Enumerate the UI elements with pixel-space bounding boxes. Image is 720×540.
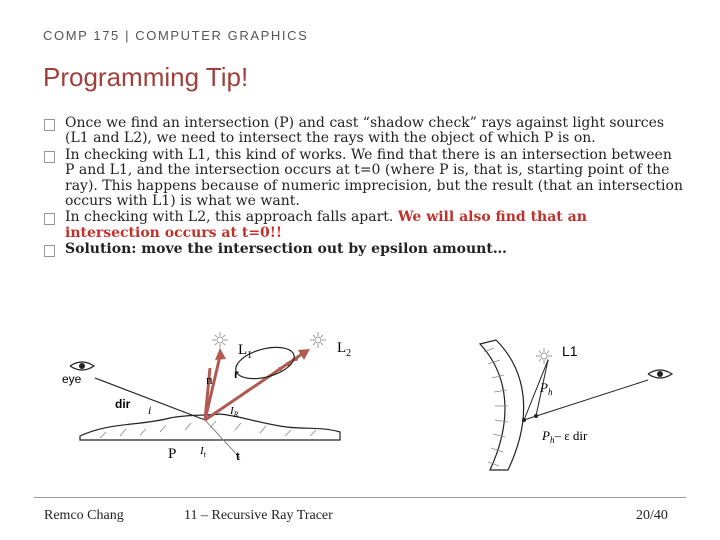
bullet-list <box>44 116 684 259</box>
eye-icon <box>70 362 94 370</box>
curved-surface <box>480 340 524 470</box>
course-header: COMP 175 | COMPUTER GRAPHICS <box>43 28 309 43</box>
footer-author: Remco Chang <box>44 508 124 523</box>
shadow-ray-diagram <box>40 318 380 468</box>
dir-label: dir <box>115 397 131 411</box>
bullet-item <box>44 242 684 257</box>
bullet-box-icon <box>44 213 55 225</box>
light-l2-icon <box>310 332 326 348</box>
bullet-text: Solution: move the intersection out by epsilon amount… <box>65 241 507 258</box>
t-label: t <box>236 451 240 463</box>
light-l1-icon <box>536 348 552 364</box>
ph-eps-label: $P_h-$ ε dir <box>542 428 588 445</box>
bullet-box-icon <box>44 119 55 131</box>
it-label: $I_t$ <box>200 445 206 459</box>
p-label: P <box>168 446 177 462</box>
n-label: n <box>206 372 213 387</box>
l2-label: $L_2$ <box>337 340 352 359</box>
bullet-item <box>44 116 684 147</box>
eye-icon <box>648 370 672 378</box>
light-l1-icon <box>212 332 228 348</box>
arrowhead-l1 <box>215 348 226 360</box>
footer-divider <box>34 497 686 498</box>
ir-label: $I_R$ <box>230 405 239 419</box>
bullet-text: In checking with L1, this kind of works. We find that there is an intersection between P and L1, and the intersection occurs at t=0 (where P is, that is, starting point of the ray). This happens because of numeric imprecision, but the result (that an intersection occurs with L1) is what we want. <box>65 146 683 209</box>
eye-label: eye <box>62 372 82 386</box>
l1-label: L1 <box>562 343 578 359</box>
l1-label: $L_1$ <box>238 342 253 361</box>
slide-title: Programming Tip! <box>43 62 249 92</box>
epsilon-offset-diagram <box>468 330 688 480</box>
bullet-item <box>44 210 684 241</box>
r-label: r <box>234 367 239 381</box>
bullet-highlight: We will also find that an intersection occurs at t=0!! <box>65 209 587 241</box>
ph-label: $P_h$ <box>540 380 553 397</box>
bullet-box-icon <box>44 245 55 257</box>
bullet-text: In checking with L2, this approach falls apart. <box>65 209 398 226</box>
footer-lecture: 11 – Recursive Ray Tracer <box>184 508 333 523</box>
footer-page: 20/40 <box>636 508 668 523</box>
bullet-item <box>44 148 684 210</box>
i-label: i <box>148 403 152 417</box>
bullet-text: Once we find an intersection (P) and cast “shadow check” rays against light sources (L1 and L2), we need to intersect the rays with the object of which P is on. <box>65 115 665 147</box>
bullet-box-icon <box>44 151 55 163</box>
